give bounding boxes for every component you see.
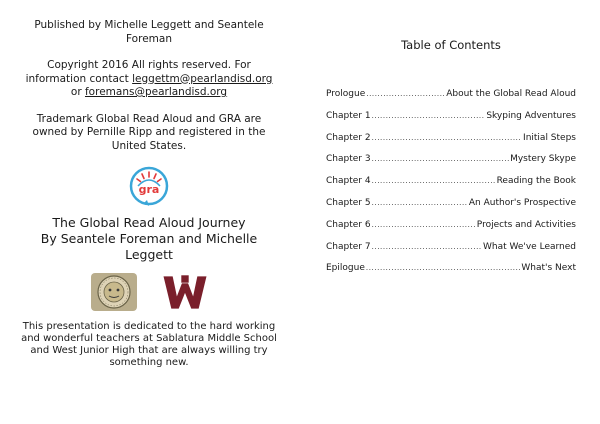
toc-leader-dots — [366, 264, 520, 272]
toc-leader-dots — [372, 243, 482, 251]
toc-entry-label: Chapter 3 — [326, 154, 371, 165]
toc-entry[interactable] — [322, 133, 578, 155]
toc-entry-title: Projects and Activities — [476, 219, 576, 230]
toc-entry-label: Prologue — [326, 89, 366, 99]
publisher-line: Published by Michelle Leggett and Seantele Foreman — [34, 19, 264, 45]
toc-leader-dots — [372, 221, 476, 229]
toc-entry[interactable] — [322, 198, 578, 220]
toc-entry-label: Chapter 4 — [326, 176, 371, 187]
title-page-left — [20, 19, 278, 379]
book-title-line2: By Seantele Foreman and Michelle Leggett — [40, 231, 258, 262]
gra-logo-text: gra — [138, 183, 160, 196]
toc-entry[interactable] — [322, 220, 578, 242]
toc-entry-label: Chapter 5 — [326, 197, 371, 208]
school-logos — [20, 273, 278, 311]
toc-entry[interactable] — [322, 176, 578, 198]
west-junior-high-w-logo — [162, 273, 208, 311]
toc-heading: Table of Contents — [401, 38, 501, 52]
copyright-text: Copyright 2016 All rights reserved. For information contact — [25, 59, 251, 85]
toc-leader-dots — [372, 155, 510, 163]
toc-entry-title: Reading the Book — [496, 176, 576, 187]
toc-entry-title: About the Global Read Aloud — [446, 89, 576, 99]
toc-entry-title: What We've Learned — [482, 241, 576, 252]
toc-entry-title: Skyping Adventures — [486, 110, 576, 121]
table-of-contents-page — [322, 38, 578, 285]
toc-entry-title: Mystery Skype — [510, 154, 576, 165]
toc-entry-title: Initial Steps — [523, 132, 576, 143]
toc-leader-dots — [366, 90, 445, 98]
toc-entry-label: Chapter 2 — [326, 132, 371, 143]
toc-entry-label: Chapter 6 — [326, 219, 371, 230]
toc-entry-title: An Author's Prospective — [468, 197, 576, 208]
school-seal-icon — [91, 273, 137, 311]
toc-entry[interactable] — [322, 242, 578, 264]
toc-entry-label: Chapter 7 — [326, 241, 371, 252]
toc-leader-dots — [372, 134, 522, 142]
toc-entry[interactable] — [322, 111, 578, 133]
toc-list — [322, 89, 578, 285]
gra-logo-icon — [129, 166, 169, 206]
toc-entry[interactable] — [322, 154, 578, 176]
email-link-leggett[interactable]: leggettm@pearlandisd.org — [132, 72, 273, 85]
toc-leader-dots — [372, 199, 468, 207]
toc-leader-dots — [372, 177, 496, 185]
book-title-line1: The Global Read Aloud Journey — [52, 215, 246, 230]
toc-entry-label: Epilogue — [326, 263, 365, 274]
dedication-text: This presentation is dedicated to the hard working and wonderful teachers at Sablatura Middle School and West Junior High that are always willing try something new. — [21, 321, 277, 368]
book-title — [20, 215, 278, 263]
email-link-foreman[interactable]: foremans@pearlandisd.org — [84, 86, 228, 98]
toc-entry-label: Chapter 1 — [326, 110, 371, 121]
trademark-notice: Trademark Global Read Aloud and GRA are owned by Pernille Ripp and registered in the United States. — [32, 112, 266, 152]
toc-leader-dots — [372, 112, 486, 120]
toc-entry-title: What's Next — [521, 263, 576, 274]
copyright-joiner: or — [70, 86, 82, 98]
copyright-notice — [20, 59, 278, 100]
toc-entry[interactable] — [322, 89, 578, 111]
toc-entry[interactable] — [322, 263, 578, 285]
